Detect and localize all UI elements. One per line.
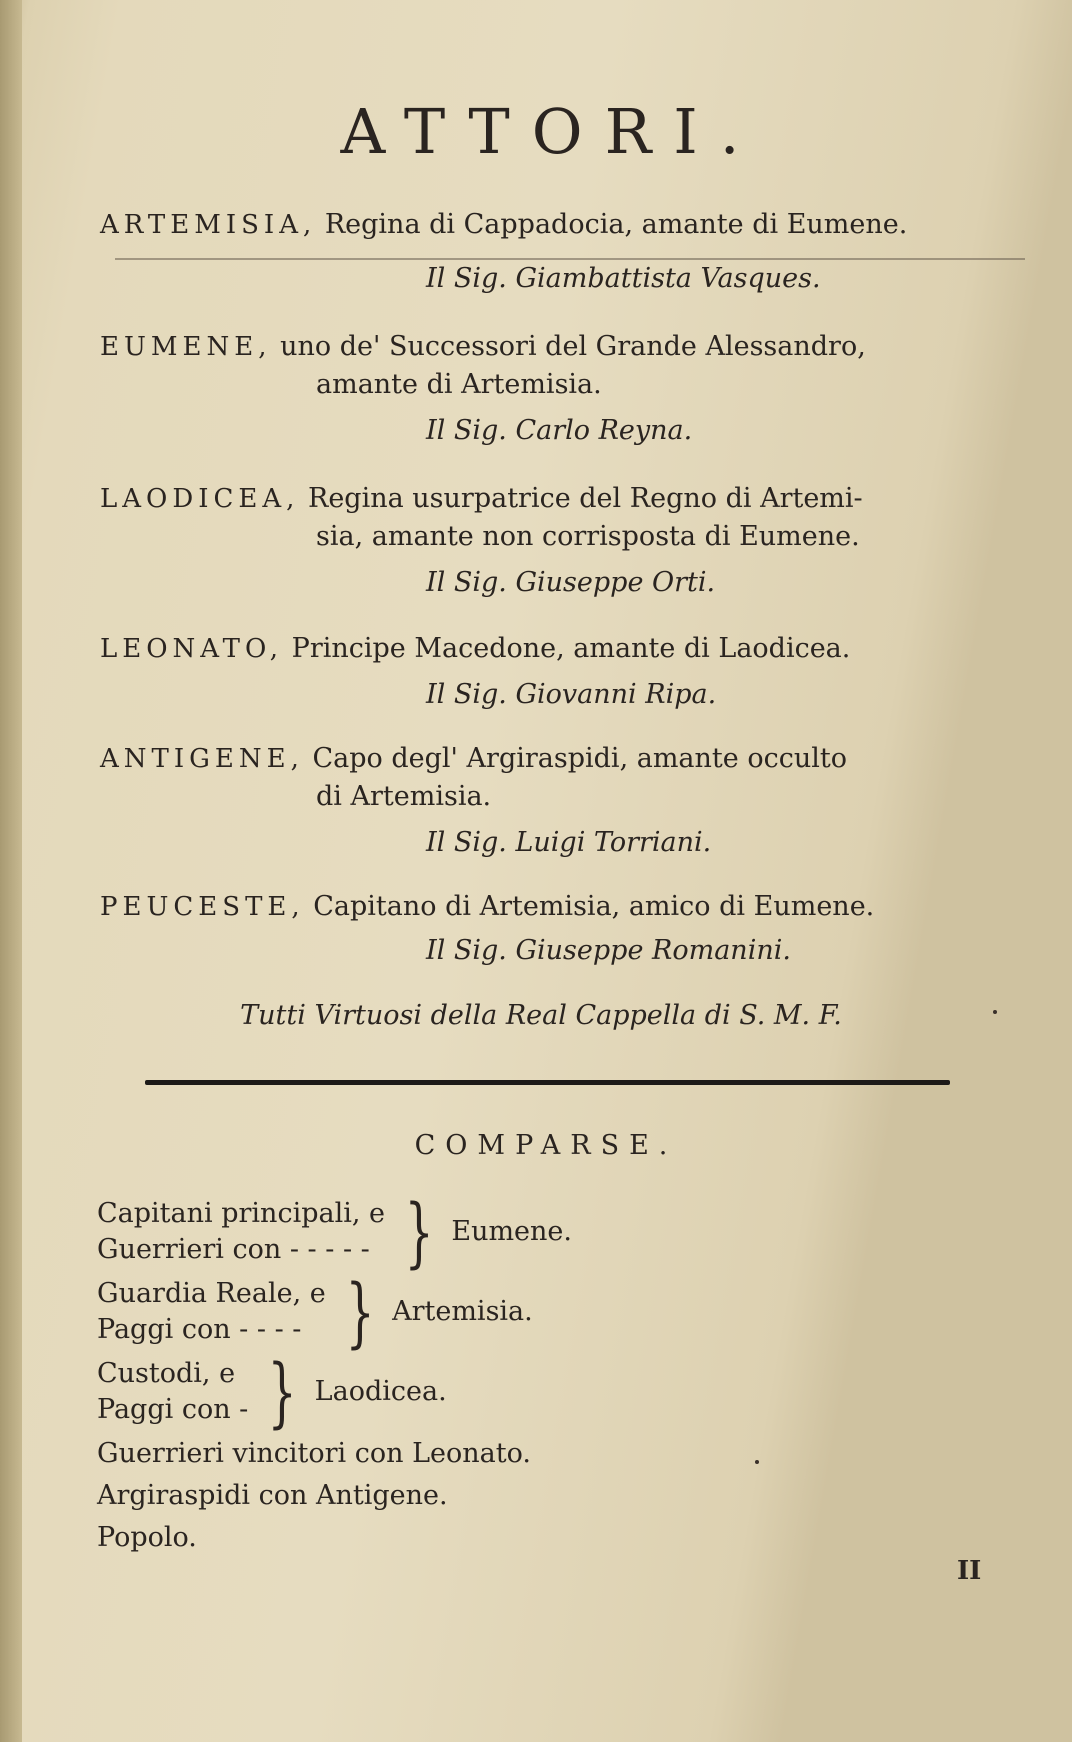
- actor-description: uno de' Successori del Grande Alessandro,: [280, 331, 866, 362]
- actor-singer: Il Sig. Giuseppe Romanini.: [426, 935, 791, 966]
- comparse-line: Paggi con - - - -: [97, 1314, 302, 1345]
- actor-description: Regina usurpatrice del Regno di Artemi-: [307, 483, 863, 514]
- brace-icon: }: [345, 1267, 375, 1356]
- actor-description-cont: amante di Artemisia.: [316, 369, 602, 400]
- page-gutter: [0, 0, 22, 1742]
- section-divider: [145, 1080, 950, 1085]
- comparse-group-laodicea: [97, 1347, 447, 1436]
- actor-entry-eumene: [100, 328, 1030, 450]
- actor-singer: Il Sig. Giuseppe Orti.: [426, 567, 716, 598]
- actor-name: PEUCESTE,: [100, 892, 305, 922]
- actor-singer: Il Sig. Carlo Reyna.: [426, 415, 693, 446]
- actor-name: ARTEMISIA,: [100, 210, 317, 240]
- actor-description: Principe Macedone, amante di Laodicea.: [291, 633, 851, 664]
- brace-icon: }: [267, 1347, 297, 1436]
- comparse-line: Paggi con -: [97, 1394, 249, 1425]
- actor-description: Regina di Cappadocia, amante di Eumene.: [324, 209, 908, 240]
- page-title: ATTORI.: [340, 95, 762, 168]
- brace-icon: }: [404, 1187, 434, 1276]
- comparse-with: Eumene.: [451, 1216, 572, 1247]
- actor-singer: Il Sig. Luigi Torriani.: [426, 827, 712, 858]
- actor-name: ANTIGENE,: [100, 744, 304, 774]
- actor-description: Capo degl' Argiraspidi, amante occulto: [312, 743, 847, 774]
- comparse-with: Artemisia.: [392, 1296, 533, 1327]
- actor-name: LAODICEA,: [100, 484, 300, 514]
- ink-speck: [993, 1010, 997, 1014]
- actor-entry-peuceste: [100, 888, 1030, 970]
- actor-description: Capitano di Artemisia, amico di Eumene.: [313, 891, 875, 922]
- ink-speck: [755, 1460, 759, 1464]
- actor-description-cont: di Artemisia.: [316, 781, 492, 812]
- page-signature: II: [957, 1556, 982, 1586]
- comparse-line: Guerrieri con - - - - -: [97, 1234, 370, 1265]
- actor-entry-artemisia: [100, 206, 1030, 298]
- actor-singer: Il Sig. Giambattista Vasques.: [426, 263, 821, 294]
- actor-name: LEONATO,: [100, 634, 284, 664]
- comparse-group-eumene: [97, 1187, 572, 1276]
- comparse-line: Custodi, e: [97, 1358, 236, 1389]
- actor-entry-leonato: [100, 630, 1030, 714]
- comparse-line: Argiraspidi con Antigene.: [97, 1480, 448, 1511]
- comparse-line: Popolo.: [97, 1522, 197, 1553]
- divider-line: [115, 258, 1025, 260]
- comparse-line: Guardia Reale, e: [97, 1278, 326, 1309]
- comparse-group-artemisia: [97, 1267, 533, 1356]
- actor-description-cont: sia, amante non corrisposta di Eumene.: [316, 521, 860, 552]
- actor-entry-laodicea: [100, 480, 1030, 602]
- actor-singer: Il Sig. Giovanni Ripa.: [426, 679, 717, 710]
- comparse-line: Capitani principali, e: [97, 1198, 385, 1229]
- comparse-with: Laodicea.: [314, 1376, 447, 1407]
- actor-entry-antigene: [100, 740, 1030, 862]
- cast-note: Tutti Virtuosi della Real Cappella di S. M. F.: [240, 1000, 842, 1031]
- comparse-line: Guerrieri vincitori con Leonato.: [97, 1438, 531, 1469]
- actor-name: EUMENE,: [100, 332, 272, 362]
- section-title-comparse: COMPARSE.: [414, 1130, 678, 1161]
